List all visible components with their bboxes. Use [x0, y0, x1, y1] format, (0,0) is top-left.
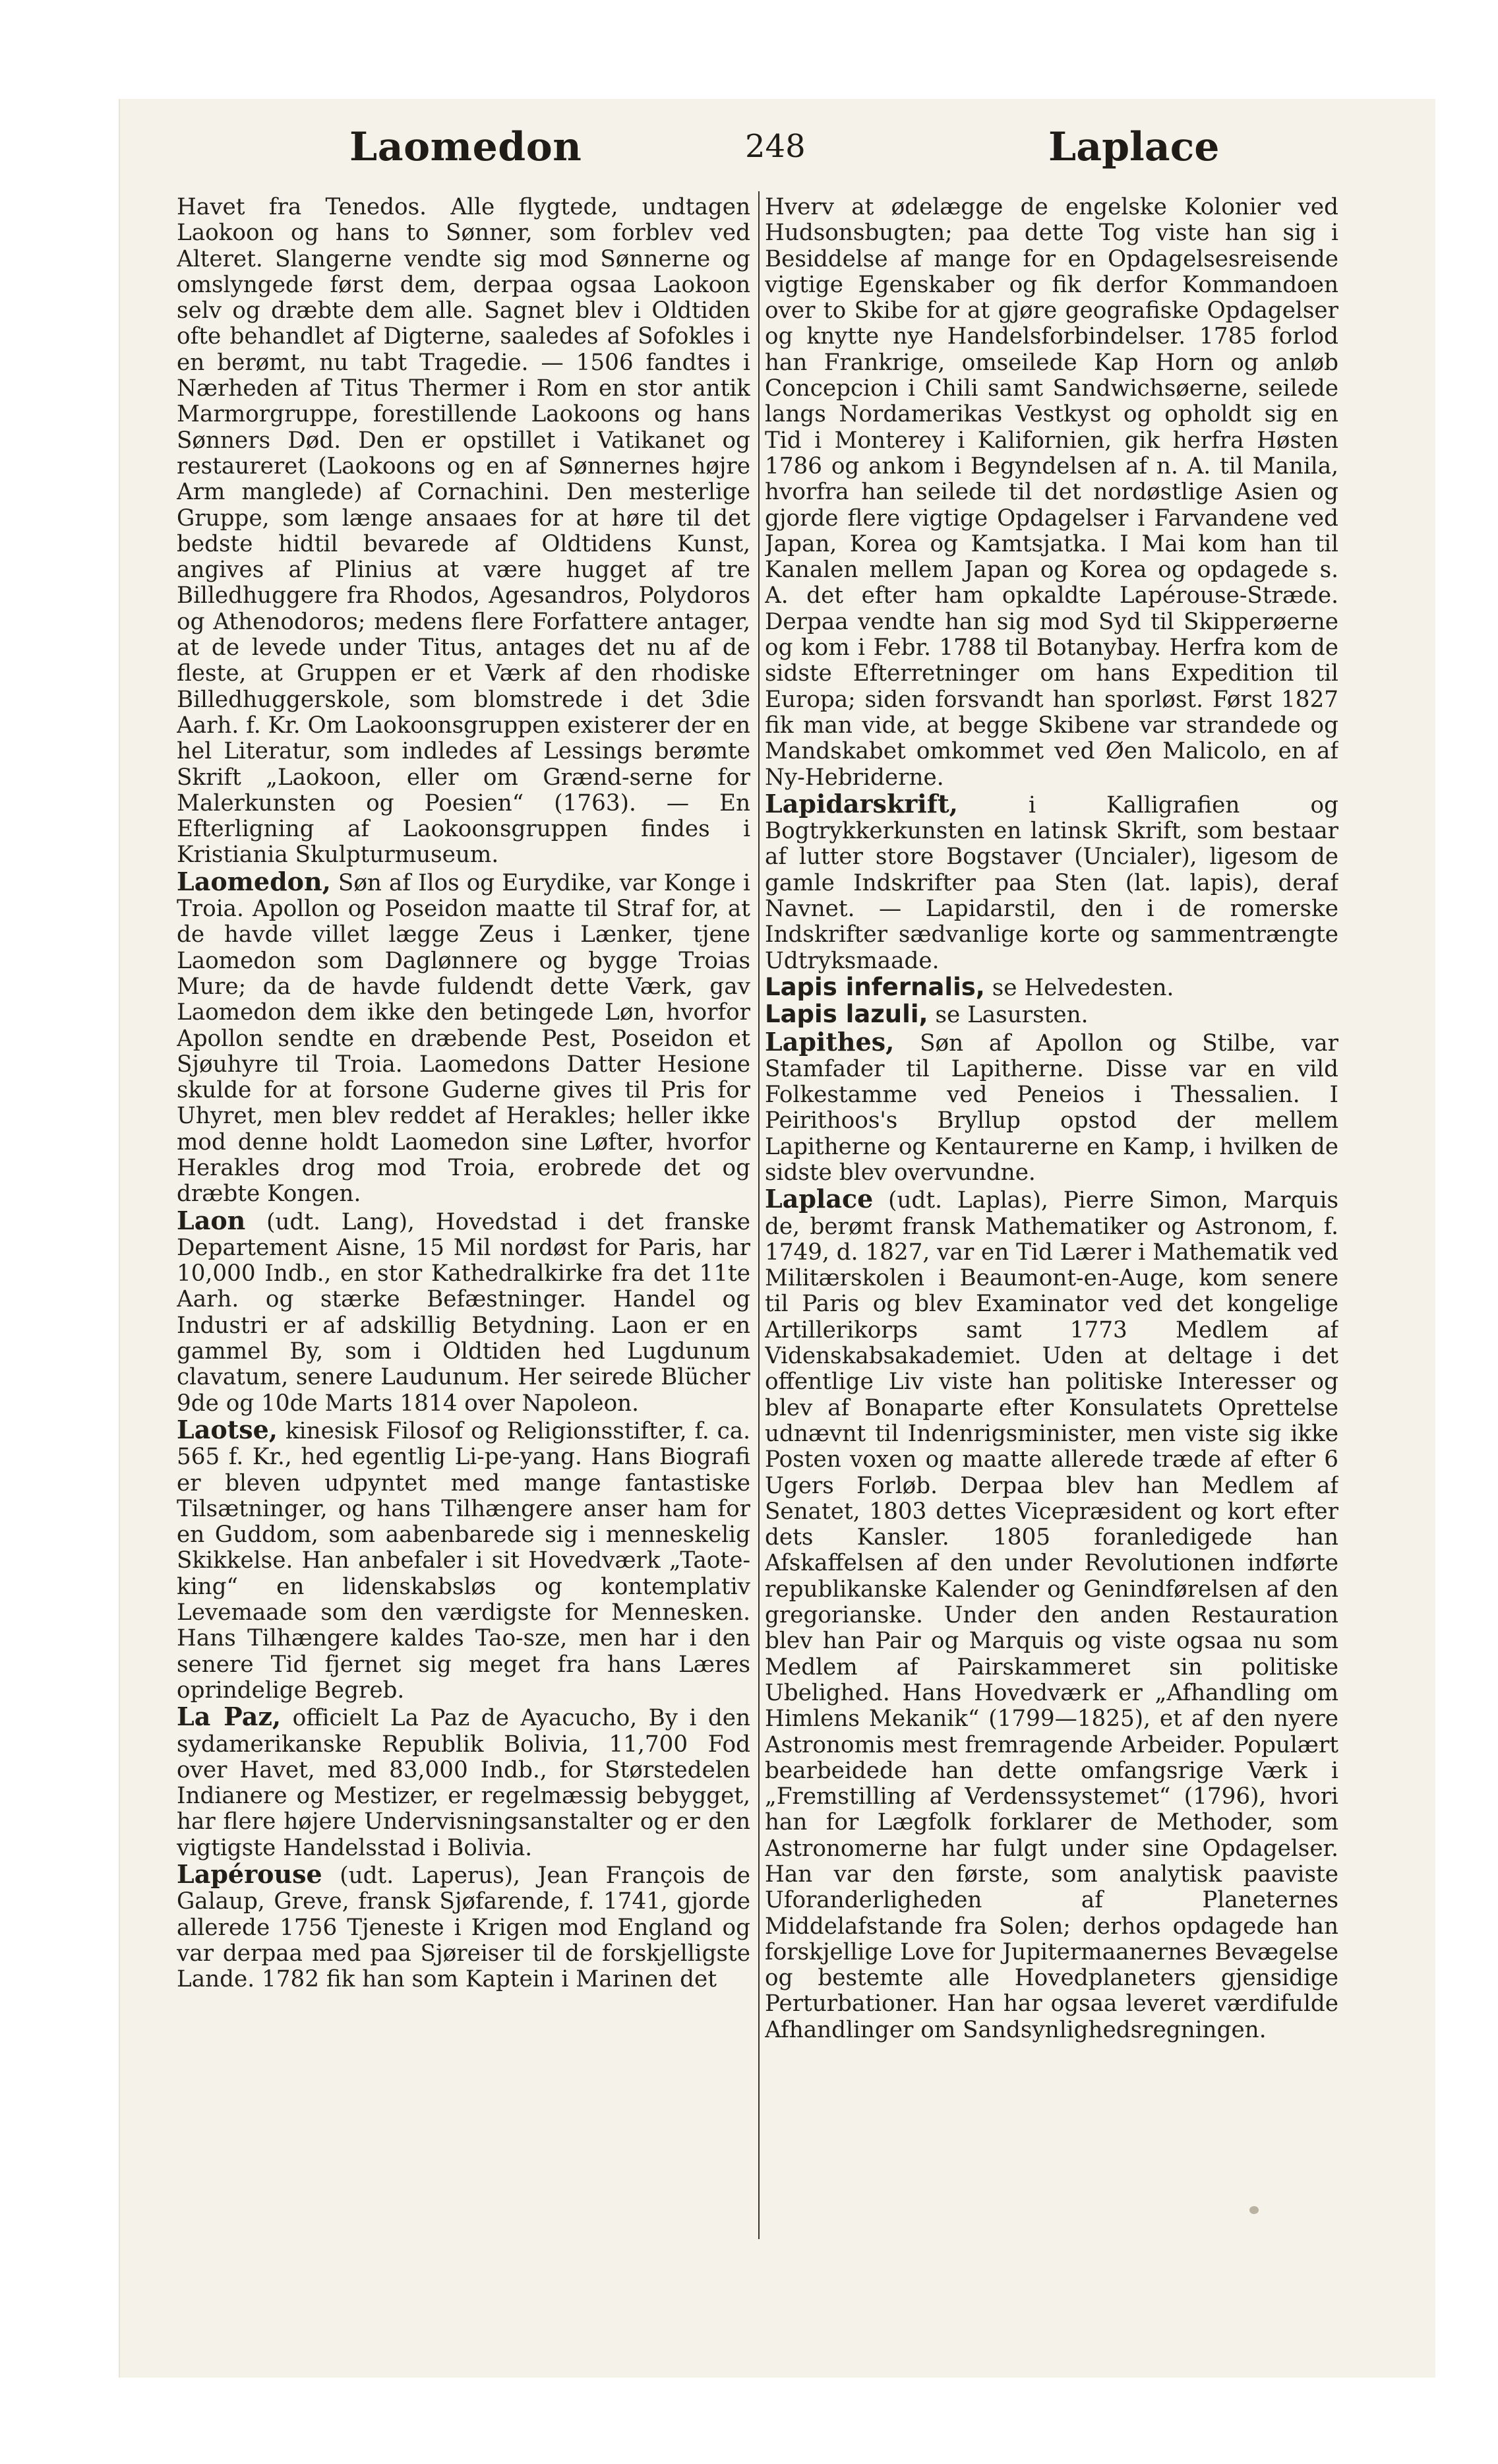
page-header — [132, 124, 1424, 177]
entry-headword: Laomedon, — [177, 866, 331, 896]
running-head-left: Laomedon — [349, 124, 582, 170]
entry-laomedon — [177, 866, 750, 1208]
entry-headword: Lapis infernalis, — [765, 972, 985, 1001]
entry-laperouse-continued — [765, 195, 1338, 791]
entry-text: Søn af Ilos og Eurydike, var Konge i Troia. Apollon og Poseidon maatte til Straf for, at de havde villet lægge Zeus i Lænker, tjene Laomedon som Daglønnere og bygge Troias Mure; da de havde fuldendt dette Værk, gav Laomedon dem ikke den betingede Løn, hvorfor Apollon sendte en dræbende Pest, Poseidon et Sjøuhyre til Troia. Laomedons Datter Hesione skulde for at forsone Guderne gives til Pris for Uhyret, men blev reddet af Herakles; heller ikke mod denne holdt Laomedon sine Løfter, hvorfor Herakles drog mod Troia, erobrede det og dræbte Kongen. — [177, 869, 750, 1208]
entry-headword: La Paz, — [177, 1702, 282, 1732]
left-column — [177, 195, 750, 2239]
column-divider — [758, 191, 760, 2239]
entry-la-paz — [177, 1704, 750, 1861]
entry-laperouse — [177, 1861, 750, 1992]
entry-lapithes — [765, 1026, 1338, 1186]
entry-headword: Lapérouse — [177, 1859, 322, 1889]
entry-text: (udt. Lang), Hovedstad i det franske Departement Aisne, 15 Mil nordøst for Paris, har 10,000 Indb., en stor Kathedralkirke fra det 11te Aarh. og stærke Befæstninger. Handel og Industri er af adskillig Betydning. Laon er en gammel By, som i Oldtiden hed Lugdunum clavatum, senere Laudunum. Her seirede Blücher 9de og 10de Marts 1814 over Napoleon. — [177, 1208, 750, 1417]
entry-text: se Helvedesten. — [992, 974, 1174, 1001]
entry-text: (udt. Laperus), Jean François de Galaup, Greve, fransk Sjøfarende, f. 1741, gjorde allerede 1756 Tjeneste i Krigen mod England og var derpaa med paa Sjøreiser til de forskjelligste Lande. 1782 fik han som Kaptein i Marinen det — [177, 1863, 750, 1993]
entry-laotse — [177, 1414, 750, 1704]
entry-text: kinesisk Filosof og Religionsstifter, f. ca. 565 f. Kr., hed egentlig Li-pe-yang. Hans Biografi er bleven udpyntet med mange fantastiske Tilsætninger, og hans Tilhængere anser ham for en Guddom, som aabenbarede sig i menneskelig Skikkelse. Han anbefaler i sit Hovedværk „Taote-king“ en lidenskabsløs og kontemplativ Levemaade som den værdigste for Mennesken. Hans Tilhængere kaldes Tao-sze, men har i den senere Tid fjernet sig meget fra hans Læres oprindelige Begreb. — [177, 1417, 750, 1704]
page-number: 248 — [745, 128, 806, 165]
entry-headword: Lapidarskrift, — [765, 788, 958, 818]
entry-text: Søn af Apollon og Stilbe, var Stamfader til Lapitherne. Disse var en vild Folkestamme ved Peneios i Thessalien. I Peirithoos's Bryllup opstod der mellem Lapitherne og Kentaurerne en Kamp, i hvilken de sidste blev overvundne. — [765, 1030, 1338, 1186]
entry-lapis-lazuli — [765, 1001, 1338, 1028]
ink-smudge — [1249, 2206, 1259, 2214]
entry-text: officielt La Paz de Ayacucho, By i den sydamerikanske Republik Bolivia, 11,700 Fod over Havet, med 83,000 Indb., for Størstedelen Indianere og Mestizer, er regelmæssig bebygget, har flere højere Undervisningsanstalter og er den vigtigste Handelsstad i Bolivia. — [177, 1705, 750, 1861]
right-column — [765, 195, 1338, 2239]
entry-headword: Laon — [177, 1205, 246, 1235]
entry-text: (udt. Laplas), Pierre Simon, Marquis de, berømt fransk Mathematiker og Astronom, f. 1749, d. 1827, var en Tid Lærer i Mathematik ved Militærskolen i Beaumont-en-Auge, kom senere til Paris og blev Examinator ved det kongelige Artillerikorps samt 1773 Medlem af Videnskabsakademiet. Uden at deltage i det offentlige Liv viste han politiske Interesser og blev af Bonaparte efter Konsulatets Oprettelse udnævnt til Indenrigsminister, men viste sig ikke Posten voxen og maatte allerede træde af efter 6 Ugers Forløb. Derpaa blev han Medlem af Senatet, 1803 dettes Vicepræsident og kort efter dets Kansler. 1805 foranledigede han Afskaffelsen af den under Revolutionen indførte republikanske Kalender og Genindførelsen af den gregorianske. Under den anden Restauration blev han Pair og Marquis og viste ogsaa nu som Medlem af Pairskammeret sin politiske Ubelighed. Hans Hovedværk er „Afhandling om Himlens Mekanik“ (1799—1825), et af den nyere Astronomis mest fremragende Arbeider. Populært bearbeidede han dette omfangsrige Værk i „Fremstilling af Verdenssystemet“ (1796), hvori han for Lægfolk forklarer de Methoder, som Astronomerne har fulgt under sine Opdagelser. Han var den første, som analytisk paaviste Uforanderligheden af Planeternes Middelafstande fra Solen; derhos opdagede han forskjellige Love for Jupitermaanernes Bevægelse og bestemte alle Hovedplaneters gjensidige Perturbationer. Han har ogsaa leveret værdifulde Afhandlinger om Sandsynlighedsregningen. — [765, 1187, 1338, 2043]
entry-headword: Laplace — [765, 1184, 874, 1214]
entry-laokoon-continued — [177, 195, 750, 869]
entry-text: se Lasursten. — [935, 1002, 1089, 1029]
entry-text: i Kalligrafien og Bogtrykkerkunsten en latinsk Skrift, som bestaar af lutter store Bogstaver (Uncialer), ligesom de gamle Indskrifter paa Sten (lat. lapis), deraf Navnet. — Lapidarstil, den i de romerske Indskrifter sædvanlige korte og sammentrængte Udtryksmaade. — [765, 791, 1338, 974]
entry-headword: Lapithes, — [765, 1026, 895, 1057]
entry-laon — [177, 1205, 750, 1417]
entry-headword: Laotse, — [177, 1414, 278, 1444]
running-head-right: Laplace — [1048, 124, 1220, 170]
entry-text: Hverv at ødelægge de engelske Kolonier ved Hudsonsbugten; paa dette Tog viste han sig i Besiddelse af mange for en Opdagelsesreisende vigtige Egenskaber og fik derfor Kommandoen over to Skibe for at gjøre geografiske Opdagelser og knytte nye Handelsforbindelser. 1785 forlod han Frankrige, omseilede Kap Horn og anløb Concepcion i Chili samt Sandwichsøerne, seilede langs Nordamerikas Vestkyst og opholdt sig en Tid i Monterey i Kalifornien, gik herfra Høsten 1786 og ankom i Begyndelsen af n. A. til Manila, hvorfra han seilede til det nordøstlige Asien og gjorde flere vigtige Opdagelser i Farvandene ved Japan, Korea og Kamtsjatka. I Mai kom han til Kanalen mellem Japan og Korea og opdagede s. A. det efter ham opkaldte Lapérouse-Stræde. Derpaa vendte han sig mod Syd til Skipperøerne og kom i Febr. 1788 til Botanybay. Herfra kom de sidste Efterretninger om hans Expedition til Europa; siden forsvandt han sporløst. Først 1827 fik man vide, at begge Skibene var strandede og Mandskabet omkommet ved Øen Malicolo, en af Ny-Hebriderne. — [765, 195, 1338, 791]
entry-text: Havet fra Tenedos. Alle flygtede, undtagen Laokoon og hans to Sønner, som forblev ved Alteret. Slangerne vendte sig mod Sønnerne og omslyngede først dem, derpaa ogsaa Laokoon selv og dræbte dem alle. Sagnet blev i Oldtiden ofte behandlet af Digterne, saaledes af Sofokles i en berømt, nu tabt Tragedie. — 1506 fandtes i Nærheden af Titus Thermer i Rom en stor antik Marmorgruppe, forestillende Laokoons og hans Sønners Død. Den er opstillet i Vatikanet og restaureret (Laokoons og en af Sønnernes højre Arm manglede) af Cornachini. Den mesterlige Gruppe, som længe ansaaes for at høre til det bedste hidtil bevarede af Oldtidens Kunst, angives af Plinius at være hugget af tre Billedhuggere fra Rhodos, Agesandros, Polydoros og Athenodoros; medens flere Forfattere antager, at de levede under Titus, antages det nu af de fleste, at Gruppen er et Værk af den rhodiske Billedhuggerskole, som blomstrede i det 3die Aarh. f. Kr. Om Laokoonsgruppen existerer der en hel Literatur, som indledes af Lessings berømte Skrift „Laokoon, eller om Grænd-serne for Malerkunsten og Poesien“ (1763). — En Efterligning af Laokoonsgruppen findes i Kristiania Skulpturmuseum. — [177, 195, 750, 869]
entry-laplace — [765, 1186, 1338, 2043]
entry-lapis-infernalis — [765, 974, 1338, 1001]
entry-headword: Lapis lazuli, — [765, 1000, 928, 1029]
entry-lapidarskrift — [765, 788, 1338, 974]
